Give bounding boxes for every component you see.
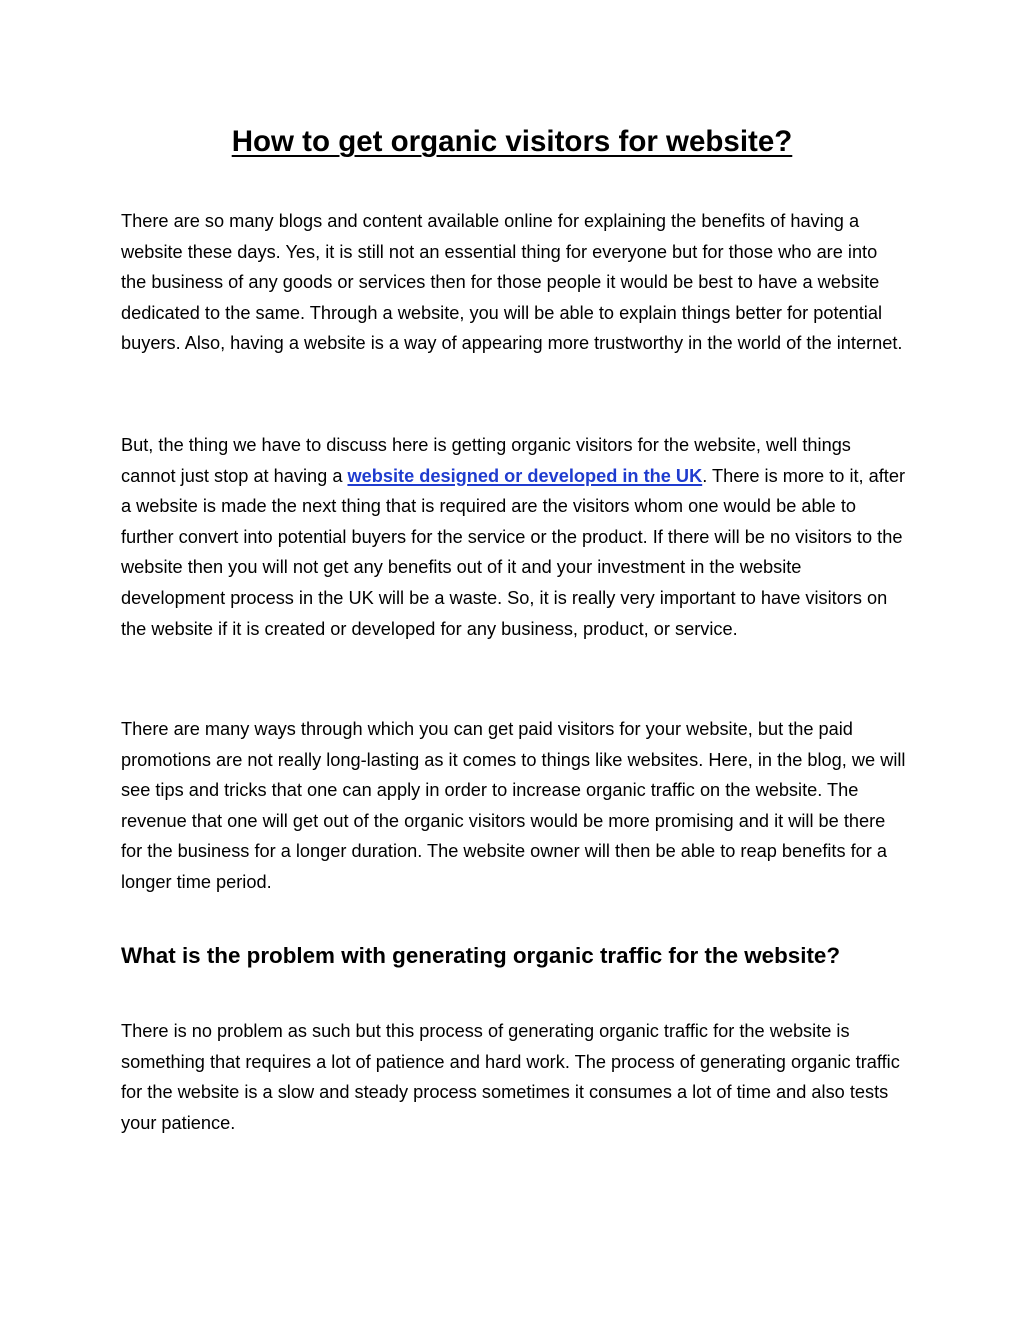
- website-design-uk-link[interactable]: website designed or developed in the UK: [347, 465, 703, 486]
- paragraph-text-after-link: . There is more to it, after a website is made the next thing that is required are the visitors whom one would be able to further convert into potential buyers for the service or the product. If there will be no visitors to the website then you will not get any benefits out of it and your investment in the website development process in the UK will be a waste. So, it is really very important to have visitors on the website if it is created or developed for any business, product, or service.: [121, 465, 906, 639]
- paragraph-paid-visitors: There are many ways through which you can get paid visitors for your website, but the paid promotions are not really long-lasting as it comes to things like websites. Here, in the blog, we will see tips and tricks that one can apply in order to increase organic traffic on the website. The revenue that one will get out of the organic visitors would be more promising and it will be there for the business for a longer duration. The website owner will then be able to reap benefits for a longer time period.: [121, 719, 906, 892]
- paragraph-problem: There is no problem as such but this process of generating organic traffic for the website is something that requires a lot of patience and hard work. The process of generating organic traffic for the website is a slow and steady process sometimes it consumes a lot of time and also tests your patience.: [121, 1021, 900, 1133]
- paragraph-organic-visitors: [121, 430, 907, 644]
- section-heading: What is the problem with generating organic traffic for the website?: [121, 943, 841, 968]
- document-title: How to get organic visitors for website?: [231, 125, 793, 158]
- paragraph-intro: There are so many blogs and content available online for explaining the benefits of having a website these days. Yes, it is still not an essential thing for everyone but for those who are into the business of any goods or services then for those people it would be best to have a website dedicated to the same. Through a website, you will be able to explain things better for potential buyers. Also, having a website is a way of appearing more trustworthy in the world of the internet.: [121, 211, 903, 354]
- paragraph-text-before-link: But, the thing we have to discuss here is getting organic visitors for the website, well things cannot just stop at having a: [121, 435, 851, 486]
